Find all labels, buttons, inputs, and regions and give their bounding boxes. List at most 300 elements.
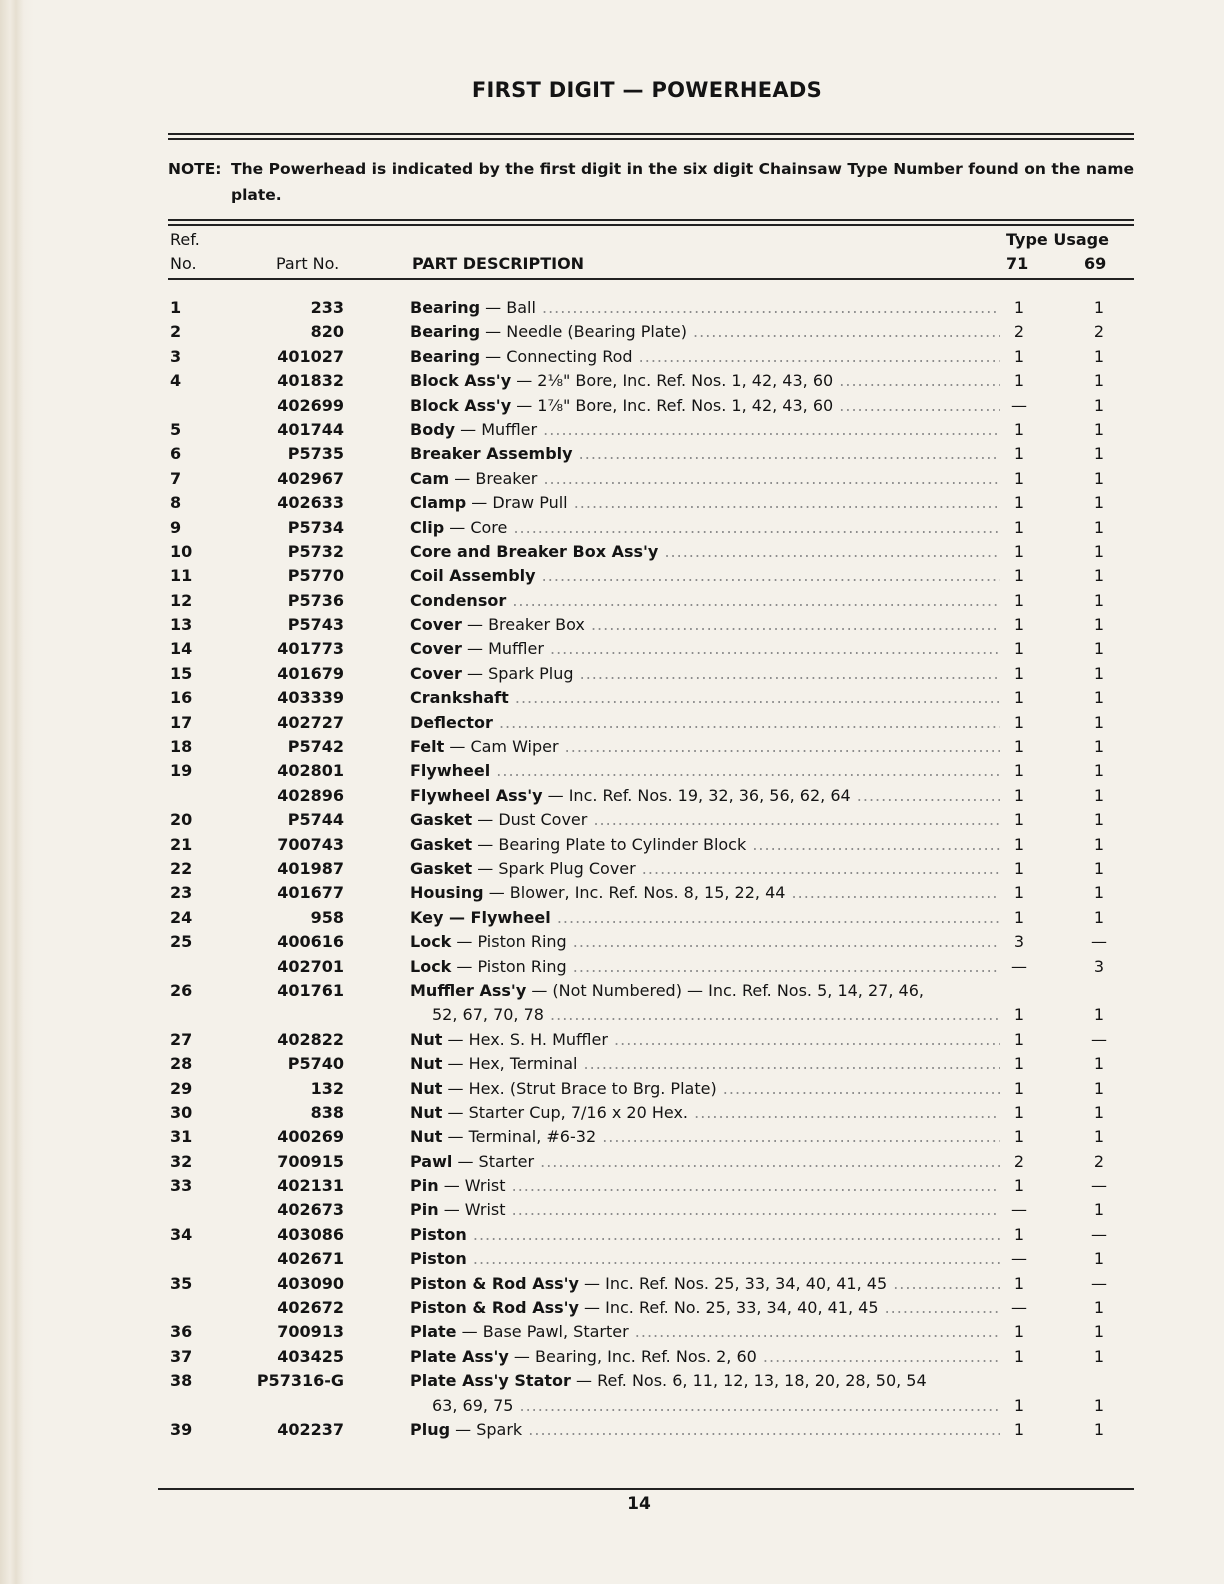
ref-no: 6 <box>170 444 182 464</box>
part-description <box>410 1103 1000 1127</box>
description-detail: — Piston Ring <box>451 956 567 976</box>
type-69-qty: 1 <box>1093 590 1105 610</box>
description-name: Cover <box>410 639 462 659</box>
type-69-qty: 2 <box>1093 322 1105 342</box>
part-description <box>410 664 1000 688</box>
type-71-qty: 1 <box>1013 444 1025 464</box>
table-row <box>0 639 1224 663</box>
type-69-qty: 1 <box>1093 468 1105 488</box>
type-71-qty: 1 <box>1013 1005 1025 1025</box>
table-row <box>0 1298 1224 1322</box>
part-description <box>410 981 1000 1030</box>
description-line <box>410 615 1000 639</box>
description-name: Bearing <box>410 322 481 342</box>
part-no: 700913 <box>277 1322 344 1342</box>
type-69-qty: — <box>1091 932 1107 952</box>
ref-no: 15 <box>170 663 193 683</box>
part-description <box>410 542 1000 566</box>
table-row <box>0 591 1224 615</box>
description-line <box>410 810 1000 834</box>
part-no: P5740 <box>287 1054 344 1074</box>
table-row <box>0 835 1224 859</box>
description-name: Clamp <box>410 493 467 513</box>
header-type-71: 71 <box>1006 254 1029 273</box>
type-69-qty: 1 <box>1093 541 1105 561</box>
description-name: Pawl <box>410 1151 453 1171</box>
description-line <box>410 1152 1000 1176</box>
ref-no: 28 <box>170 1054 193 1074</box>
part-description <box>410 1079 1000 1103</box>
page-title: FIRST DIGIT — POWERHEADS <box>471 78 823 102</box>
ref-no: 14 <box>170 639 193 659</box>
description-line <box>410 1030 1000 1054</box>
type-69-qty: 1 <box>1093 615 1105 635</box>
part-description <box>410 835 1000 859</box>
description-line <box>410 859 1000 883</box>
table-row <box>0 859 1224 883</box>
part-description <box>410 1371 1000 1420</box>
part-description <box>410 371 1000 395</box>
ref-no: 3 <box>170 346 182 366</box>
type-71-qty: 1 <box>1013 712 1025 732</box>
description-line <box>410 1322 1000 1346</box>
description-line <box>410 713 1000 737</box>
type-71-qty: 1 <box>1013 1054 1025 1074</box>
description-line <box>410 322 1000 346</box>
part-description <box>410 347 1000 371</box>
part-description <box>410 761 1000 785</box>
table-row <box>0 688 1224 712</box>
type-71-qty: 1 <box>1013 883 1025 903</box>
description-line <box>410 883 1000 907</box>
type-69-qty: 1 <box>1093 493 1105 513</box>
description-name: Nut <box>410 1127 443 1147</box>
type-69-qty: 1 <box>1093 566 1105 586</box>
part-no: 402727 <box>277 712 344 732</box>
description-detail: — Blower, Inc. Ref. Nos. 8, 15, 22, 44 <box>483 883 786 903</box>
part-no: 403339 <box>277 688 344 708</box>
type-71-qty: 1 <box>1013 493 1025 513</box>
type-71-qty: 1 <box>1013 1029 1025 1049</box>
part-description <box>410 932 1000 956</box>
part-no: 401832 <box>277 371 344 391</box>
description-detail: — Hex. S. H. Muffler <box>442 1029 608 1049</box>
description-line <box>410 469 1000 493</box>
header-divider <box>168 278 1134 280</box>
type-71-qty: 1 <box>1013 1322 1025 1342</box>
part-no: 402671 <box>277 1249 344 1269</box>
table-row <box>0 493 1224 517</box>
header-description: PART DESCRIPTION <box>412 254 585 273</box>
type-69-qty: 1 <box>1093 1054 1105 1074</box>
ref-no: 1 <box>170 298 182 317</box>
ref-no: 13 <box>170 615 193 635</box>
ref-no: 30 <box>170 1102 193 1122</box>
type-69-qty: 1 <box>1093 517 1105 537</box>
description-detail: — Hex, Terminal <box>442 1054 578 1074</box>
type-69-qty: 1 <box>1093 761 1105 781</box>
table-row <box>0 396 1224 420</box>
type-71-qty: 1 <box>1013 834 1025 854</box>
description-continuation <box>410 1005 1000 1029</box>
header-type-usage: Type Usage <box>1006 230 1109 249</box>
description-line <box>410 1103 1000 1127</box>
description-name: Plate <box>410 1322 457 1342</box>
part-no: 403090 <box>277 1273 344 1293</box>
description-line <box>410 1225 1000 1249</box>
description-line <box>410 908 1000 932</box>
type-69-qty: 1 <box>1093 785 1105 805</box>
description-line <box>410 518 1000 542</box>
description-name: Cam <box>410 468 450 488</box>
ref-no: 24 <box>170 907 193 927</box>
table-row <box>0 1030 1224 1054</box>
description-name: Piston <box>410 1249 467 1269</box>
part-description <box>410 859 1000 883</box>
part-description <box>410 1249 1000 1273</box>
ref-no: 16 <box>170 688 193 708</box>
table-row <box>0 908 1224 932</box>
table-row <box>0 786 1224 810</box>
description-line <box>410 932 1000 956</box>
type-71-qty: 1 <box>1013 907 1025 927</box>
type-69-qty: 2 <box>1093 1151 1105 1171</box>
part-description <box>410 883 1000 907</box>
part-description <box>410 1200 1000 1224</box>
ref-no: 35 <box>170 1273 193 1293</box>
description-line <box>410 737 1000 761</box>
ref-no: 11 <box>170 566 193 586</box>
ref-no: 34 <box>170 1224 193 1244</box>
description-name: Plug <box>410 1420 451 1439</box>
ref-no: 21 <box>170 834 193 854</box>
description-line <box>410 420 1000 444</box>
type-69-qty: 1 <box>1093 1322 1105 1342</box>
description-detail: — Breaker <box>449 468 538 488</box>
description-detail: — 1⅞" Bore, Inc. Ref. Nos. 1, 42, 43, 60 <box>511 395 834 415</box>
part-no: 402701 <box>277 956 344 976</box>
description-name: Body <box>410 419 456 439</box>
description-detail: — Dust Cover <box>472 810 588 830</box>
description-line <box>410 1371 1000 1395</box>
description-line <box>410 566 1000 590</box>
description-name: Block Ass'y <box>410 371 512 391</box>
footer-divider <box>158 1488 1134 1490</box>
type-69-qty: 1 <box>1093 1420 1105 1439</box>
part-description <box>410 1274 1000 1298</box>
part-description <box>410 469 1000 493</box>
description-detail: — Spark <box>450 1420 523 1439</box>
type-69-qty: 1 <box>1093 371 1105 391</box>
part-no: 958 <box>310 907 344 927</box>
ref-no: 29 <box>170 1078 193 1098</box>
description-detail: — Draw Pull <box>466 493 568 513</box>
description-name: Piston <box>410 1224 467 1244</box>
ref-no: 19 <box>170 761 193 781</box>
description-detail: — Bearing Plate to Cylinder Block <box>472 834 747 854</box>
type-71-qty: 1 <box>1013 1224 1025 1244</box>
description-detail: — Inc. Ref. Nos. 25, 33, 34, 40, 41, 45 <box>578 1273 888 1293</box>
type-69-qty: 1 <box>1093 346 1105 366</box>
table-row <box>0 615 1224 639</box>
description-detail: — Cam Wiper <box>444 737 559 757</box>
table-row <box>0 981 1224 1030</box>
table-row <box>0 298 1224 322</box>
type-71-qty: 1 <box>1013 615 1025 635</box>
part-no: 401744 <box>277 419 344 439</box>
part-description <box>410 591 1000 615</box>
table-row <box>0 810 1224 834</box>
part-description <box>410 396 1000 420</box>
part-no: 400269 <box>277 1127 344 1147</box>
type-69-qty: 1 <box>1093 1078 1105 1098</box>
type-71-qty: 1 <box>1013 371 1025 391</box>
table-row <box>0 1200 1224 1224</box>
table-row <box>0 322 1224 346</box>
part-description <box>410 1420 1000 1444</box>
table-row <box>0 371 1224 395</box>
type-69-qty: 1 <box>1093 883 1105 903</box>
part-no: 402237 <box>277 1420 344 1439</box>
part-no: P5770 <box>287 566 344 586</box>
type-69-qty: — <box>1091 1273 1107 1293</box>
page-number: 14 <box>627 1494 651 1514</box>
description-detail: — Inc. Ref. No. 25, 33, 34, 40, 41, 45 <box>578 1298 879 1318</box>
part-no: 401773 <box>277 639 344 659</box>
table-row <box>0 1176 1224 1200</box>
description-name: Piston & Rod Ass'y <box>410 1298 579 1318</box>
description-detail: — Inc. Ref. Nos. 19, 32, 36, 56, 62, 64 <box>542 785 851 805</box>
table-row <box>0 1127 1224 1151</box>
type-69-qty: 1 <box>1093 834 1105 854</box>
part-no: 402672 <box>277 1298 344 1318</box>
table-row <box>0 1347 1224 1371</box>
description-line <box>410 1298 1000 1322</box>
description-detail: — Starter <box>452 1151 535 1171</box>
part-description <box>410 1054 1000 1078</box>
type-69-qty: 1 <box>1093 1395 1105 1415</box>
description-line <box>410 1420 1000 1444</box>
part-no: 233 <box>310 298 344 317</box>
table-row <box>0 713 1224 737</box>
ref-no: 4 <box>170 371 182 391</box>
type-71-qty: 2 <box>1013 1151 1025 1171</box>
type-71-qty: 1 <box>1013 639 1025 659</box>
table-row <box>0 1371 1224 1420</box>
description-continuation-text: 63, 69, 75 <box>432 1395 514 1415</box>
type-71-qty: 1 <box>1013 346 1025 366</box>
table-row <box>0 542 1224 566</box>
description-line <box>410 1176 1000 1200</box>
type-71-qty: 1 <box>1013 737 1025 757</box>
type-69-qty: 1 <box>1093 1102 1105 1122</box>
description-name: Pin <box>410 1176 439 1196</box>
type-71-qty: 1 <box>1013 1078 1025 1098</box>
description-line <box>410 835 1000 859</box>
description-line <box>410 639 1000 663</box>
ref-no: 26 <box>170 980 193 1000</box>
note-label: NOTE: <box>168 160 222 178</box>
type-69-qty: 1 <box>1093 1346 1105 1366</box>
type-71-qty: 1 <box>1013 761 1025 781</box>
type-71-qty: 2 <box>1013 322 1025 342</box>
type-71-qty: 1 <box>1013 663 1025 683</box>
type-69-qty: — <box>1091 1029 1107 1049</box>
description-name: Lock <box>410 932 452 952</box>
header-part-no: Part No. <box>276 254 340 273</box>
description-name: Cover <box>410 663 462 683</box>
table-top-divider <box>168 219 1134 226</box>
part-description <box>410 1225 1000 1249</box>
table-row <box>0 1054 1224 1078</box>
type-71-qty: — <box>1011 395 1027 415</box>
ref-no: 32 <box>170 1151 193 1171</box>
type-69-qty: — <box>1091 1176 1107 1196</box>
table-row <box>0 1420 1224 1444</box>
title-divider <box>168 133 1134 140</box>
type-69-qty: 1 <box>1093 1005 1105 1025</box>
ref-no: 5 <box>170 419 182 439</box>
type-69-qty: 1 <box>1093 639 1105 659</box>
ref-no: 17 <box>170 712 193 732</box>
type-71-qty: 1 <box>1013 1420 1025 1439</box>
type-71-qty: 1 <box>1013 517 1025 537</box>
note-text: The Powerhead is indicated by the first digit in the six digit Chainsaw Type Number found on the name plate. <box>231 160 1134 204</box>
description-detail: — Hex. (Strut Brace to Brg. Plate) <box>442 1078 717 1098</box>
part-no: 403425 <box>277 1346 344 1366</box>
part-description <box>410 1127 1000 1151</box>
type-71-qty: 1 <box>1013 810 1025 830</box>
table-row <box>0 1079 1224 1103</box>
description-line <box>410 444 1000 468</box>
ref-no: 39 <box>170 1420 193 1439</box>
description-name: Condensor <box>410 590 507 610</box>
table-row <box>0 1249 1224 1273</box>
ref-no: 33 <box>170 1176 193 1196</box>
part-description <box>410 518 1000 542</box>
type-71-qty: 1 <box>1013 1395 1025 1415</box>
description-name: Bearing <box>410 346 481 366</box>
description-name: Nut <box>410 1102 443 1122</box>
type-71-qty: 1 <box>1013 1127 1025 1147</box>
type-69-qty: 1 <box>1093 810 1105 830</box>
part-description <box>410 1347 1000 1371</box>
description-line <box>410 981 1000 1005</box>
description-name: Deflector <box>410 712 493 732</box>
type-69-qty: 1 <box>1093 1298 1105 1318</box>
ref-no: 9 <box>170 517 182 537</box>
part-description <box>410 322 1000 346</box>
part-no: 401987 <box>277 858 344 878</box>
description-name: Gasket <box>410 858 473 878</box>
description-detail: — Piston Ring <box>451 932 567 952</box>
part-description <box>410 615 1000 639</box>
description-detail: — Muffler <box>455 419 538 439</box>
ref-no: 12 <box>170 590 193 610</box>
type-71-qty: 1 <box>1013 468 1025 488</box>
part-no: 402633 <box>277 493 344 513</box>
description-detail: — Wrist <box>438 1176 506 1196</box>
description-name: Felt <box>410 737 445 757</box>
part-description <box>410 639 1000 663</box>
type-71-qty: — <box>1011 1298 1027 1318</box>
type-71-qty: 1 <box>1013 858 1025 878</box>
part-description <box>410 1298 1000 1322</box>
type-71-qty: 1 <box>1013 419 1025 439</box>
part-no: 402673 <box>277 1200 344 1220</box>
type-69-qty: 3 <box>1093 956 1105 976</box>
type-69-qty: 1 <box>1093 688 1105 708</box>
description-detail: — Spark Plug Cover <box>472 858 636 878</box>
part-description <box>410 444 1000 468</box>
table-row <box>0 566 1224 590</box>
part-no: P5732 <box>287 541 344 561</box>
ref-no: 25 <box>170 932 193 952</box>
description-name: Core and Breaker Box Ass'y <box>410 541 659 561</box>
part-description <box>410 566 1000 590</box>
ref-no: 20 <box>170 810 193 830</box>
type-69-qty: 1 <box>1093 1200 1105 1220</box>
part-no: 402801 <box>277 761 344 781</box>
ref-no: 27 <box>170 1029 193 1049</box>
part-description <box>410 1152 1000 1176</box>
part-description <box>410 810 1000 834</box>
type-71-qty: — <box>1011 956 1027 976</box>
type-69-qty: 1 <box>1093 907 1105 927</box>
table-row <box>0 664 1224 688</box>
description-name: Piston & Rod Ass'y <box>410 1273 579 1293</box>
part-no: 401679 <box>277 663 344 683</box>
description-name: Clip <box>410 517 445 537</box>
ref-no: 38 <box>170 1371 193 1391</box>
ref-no: 8 <box>170 493 182 513</box>
description-line <box>410 664 1000 688</box>
description-detail: — (Not Numbered) — Inc. Ref. Nos. 5, 14, 27, 46, <box>526 980 924 1000</box>
description-detail: — Terminal, #6-32 <box>442 1127 597 1147</box>
table-row <box>0 761 1224 785</box>
description-line <box>410 688 1000 712</box>
type-71-qty: 1 <box>1013 1176 1025 1196</box>
part-description <box>410 1176 1000 1200</box>
description-name: Bearing <box>410 298 481 317</box>
table-row <box>0 883 1224 907</box>
description-detail: — Wrist <box>438 1200 506 1220</box>
description-name: Pin <box>410 1200 439 1220</box>
description-detail: — Ball <box>480 298 536 317</box>
description-line <box>410 1274 1000 1298</box>
description-line <box>410 493 1000 517</box>
description-name: Cover <box>410 615 462 635</box>
parts-table <box>0 298 1224 1444</box>
part-description <box>410 688 1000 712</box>
description-line <box>410 1249 1000 1273</box>
type-71-qty: 3 <box>1013 932 1025 952</box>
ref-no: 18 <box>170 737 193 757</box>
part-no: 700915 <box>277 1151 344 1171</box>
description-name: Nut <box>410 1078 443 1098</box>
table-row <box>0 1225 1224 1249</box>
type-71-qty: 1 <box>1013 541 1025 561</box>
type-69-qty: 1 <box>1093 444 1105 464</box>
description-detail: — Starter Cup, 7/16 x 20 Hex. <box>442 1102 689 1122</box>
table-row <box>0 932 1224 956</box>
type-69-qty: — <box>1091 1224 1107 1244</box>
part-no: 402967 <box>277 468 344 488</box>
part-no: P57316-G <box>256 1371 344 1391</box>
description-name: Gasket <box>410 834 473 854</box>
part-description <box>410 737 1000 761</box>
ref-no: 23 <box>170 883 193 903</box>
